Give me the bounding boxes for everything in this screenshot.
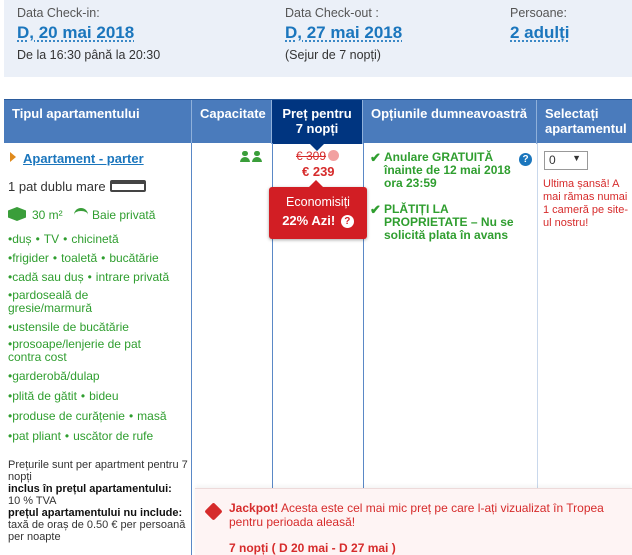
jackpot-banner: Jackpot! Acesta este cel mai mic preț pe care l-ați vizualizat în Tropea pentru perioada aleasă! 7 nopți ( D 20 mai - D 27 mai ) <box>195 488 632 555</box>
amenity-row: •ustensile de bucătărie <box>8 320 129 334</box>
checkin-block <box>17 6 160 62</box>
stay-length: (Sejur de 7 nopți) <box>285 48 381 62</box>
room-facilities: 30 m² Baie privată <box>8 207 155 222</box>
old-price: € 309 <box>296 149 339 163</box>
amenity-row: •plită de gătit • bideu <box>8 389 119 403</box>
expand-triangle-icon <box>10 152 16 162</box>
room-quantity-select[interactable]: 0 ▼ <box>544 151 588 170</box>
checkout-date-link[interactable]: D, 27 mai 2018 <box>285 23 403 42</box>
last-chance-note: Ultima șansă! A mai rămas numai 1 cameră pe site-ul nostru! <box>543 178 628 229</box>
room-title-link[interactable]: Apartament - parter <box>10 151 144 166</box>
amenity-row: •produse de curățenie • masă <box>8 409 167 423</box>
savings-badge: Economisiți 22% Azi! ? <box>269 187 367 239</box>
header-price[interactable]: Preț pentru 7 nopți <box>272 100 363 144</box>
bed-info: 1 pat dublu mare <box>8 179 146 194</box>
header-select: Selectați apartamentul <box>545 106 627 136</box>
checkin-label: Data Check-in: <box>17 6 100 20</box>
guests-block <box>510 6 570 43</box>
table-header <box>4 99 632 143</box>
amenity-row: •frigider • toaletă • bucătărie <box>8 251 159 265</box>
checkout-block <box>285 6 402 62</box>
amenity-row: •cadă sau duș • intrare privată <box>8 270 170 284</box>
shower-icon <box>74 208 88 222</box>
dates-panel <box>4 0 632 77</box>
guests-label: Persoane: <box>510 6 567 20</box>
jackpot-range: 7 nopți ( D 20 mai - D 27 mai ) <box>229 541 396 555</box>
bed-icon <box>110 180 146 192</box>
checkout-label: Data Check-out : <box>285 6 379 20</box>
info-icon[interactable]: ? <box>519 153 532 166</box>
amenity-row: •pardoseală de gresie/marmură <box>8 288 93 315</box>
checkin-time: De la 16:30 până la 20:30 <box>17 48 161 62</box>
amenity-row: •pat pliant • uscător de rufe <box>8 429 154 443</box>
amenity-row: •garderobă/dulap <box>8 369 100 383</box>
help-icon[interactable] <box>328 150 339 161</box>
chevron-down-icon: ▼ <box>572 153 581 163</box>
person-icon <box>240 151 250 162</box>
price-note: Prețurile sunt per apartment pentru 7 nopți inclus în prețul apartamentului: 10 % TVA prețul apartamentului nu include: taxă de oraș de 0.50 € per persoană per noapte <box>8 459 188 543</box>
capacity-icons <box>240 151 264 165</box>
check-icon: ✔ <box>370 150 381 165</box>
room-size-icon <box>8 207 26 221</box>
tag-icon <box>204 502 222 520</box>
header-capacity: Capacitate <box>192 100 272 144</box>
header-options: Opțiunile dumneavoastră <box>363 100 537 144</box>
header-room-type: Tipul apartamentului <box>4 100 192 144</box>
amenity-row: •prosoape/lenjerie de pat contra cost <box>8 337 141 364</box>
guests-link[interactable]: 2 adulți <box>510 23 570 42</box>
new-price: € 239 <box>302 164 335 179</box>
divider <box>191 143 192 555</box>
pay-at-property-option: ✔ PLĂTIȚI LA PROPRIETATE – Nu se solicită plata în avans <box>370 202 514 242</box>
amenity-row: •duș • TV • chicinetă <box>8 232 119 246</box>
checkin-date-link[interactable]: D, 20 mai 2018 <box>17 23 135 42</box>
check-icon: ✔ <box>370 202 381 217</box>
help-icon[interactable]: ? <box>341 215 354 228</box>
person-icon <box>252 151 262 162</box>
free-cancel-option: ✔ Anulare GRATUITĂ înainte de 12 mai 2018 ora 23:59 <box>370 150 511 190</box>
